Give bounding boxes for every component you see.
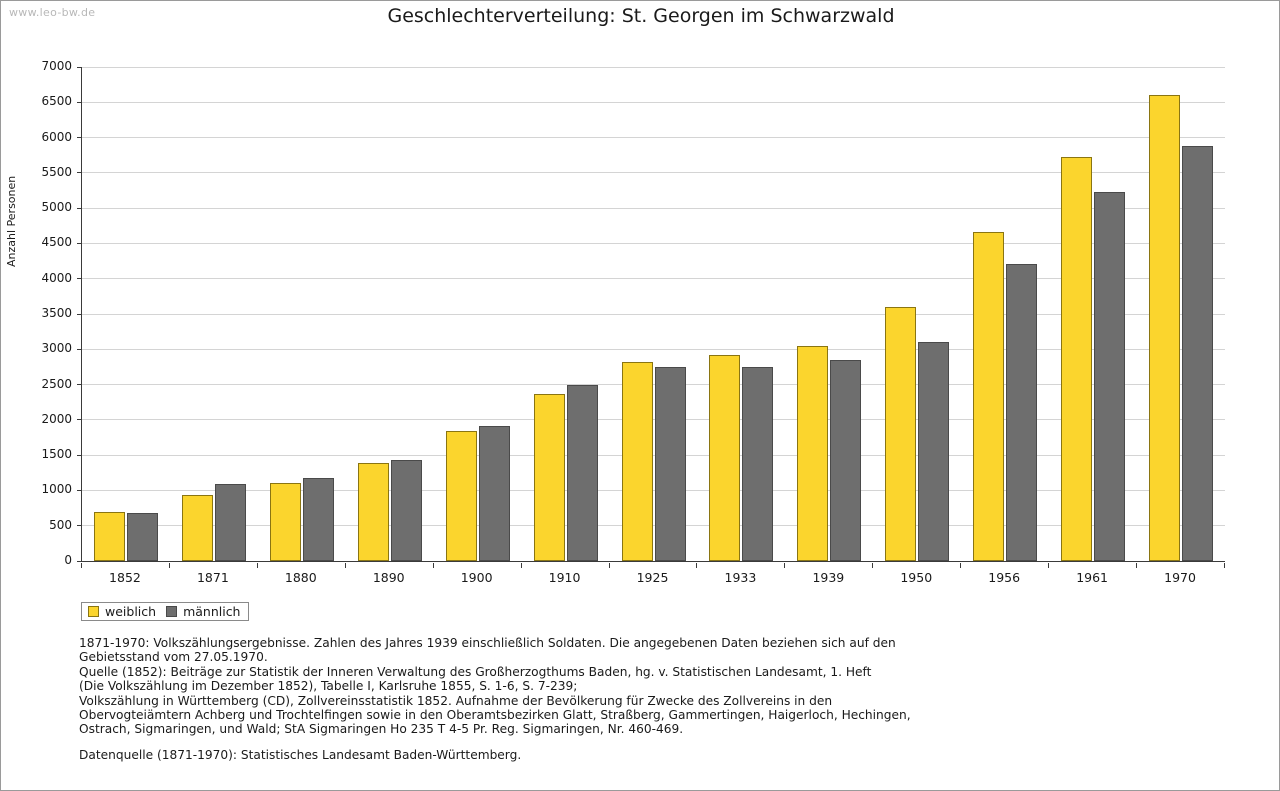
x-tick-mark — [433, 563, 434, 568]
y-tick-label: 4500 — [41, 235, 72, 250]
y-tick-mark — [77, 561, 82, 562]
legend-item-weiblich — [88, 604, 156, 619]
note-line: Volkszählung in Württemberg (CD), Zollvereinsstatistik 1852. Aufnahme der Bevölkerung für Zwecke des Zollvereins in den — [79, 693, 833, 708]
bar-maennlich — [303, 478, 334, 561]
gridline — [82, 314, 1225, 315]
x-tick-label: 1910 — [548, 570, 581, 585]
bar-weiblich — [1061, 157, 1092, 561]
y-tick-mark — [77, 384, 82, 385]
y-tick-label: 5000 — [41, 200, 72, 215]
note-line: Obervogteiämtern Achberg und Trochtelfingen sowie in den Oberamtsbezirken Glatt, Straßberg, Gammertingen, Haigerloch, Hechingen, — [79, 707, 911, 722]
y-tick-mark — [77, 349, 82, 350]
bar-weiblich — [270, 483, 301, 561]
y-tick-label: 5500 — [41, 164, 72, 179]
bar-maennlich — [830, 360, 861, 561]
x-tick-mark — [345, 563, 346, 568]
bar-maennlich — [918, 342, 949, 561]
x-tick-mark — [609, 563, 610, 568]
x-tick-label: 1890 — [372, 570, 405, 585]
y-tick-mark — [77, 419, 82, 420]
x-tick-label: 1871 — [196, 570, 229, 585]
x-tick-mark — [1048, 563, 1049, 568]
y-tick-mark — [77, 314, 82, 315]
x-tick-label: 1933 — [724, 570, 757, 585]
x-tick-mark — [960, 563, 961, 568]
y-tick-mark — [77, 525, 82, 526]
x-tick-mark — [521, 563, 522, 568]
x-tick-label: 1900 — [460, 570, 493, 585]
x-tick-label: 1950 — [900, 570, 933, 585]
note-line: 1871-1970: Volkszählungsergebnisse. Zahlen des Jahres 1939 einschließlich Soldaten. Die angegebenen Daten beziehen sich auf den — [79, 636, 896, 650]
bar-weiblich — [973, 232, 1004, 561]
x-tick-mark — [1136, 563, 1137, 568]
legend-swatch-maennlich — [166, 606, 177, 617]
bar-maennlich — [567, 385, 598, 561]
y-tick-mark — [77, 172, 82, 173]
legend-label-maennlich: männlich — [183, 604, 241, 619]
y-tick-label: 1000 — [41, 482, 72, 497]
y-tick-label: 6000 — [41, 129, 72, 144]
note-line: (Die Volkszählung im Dezember 1852), Tabelle I, Karlsruhe 1855, S. 1-6, S. 7-239; — [79, 679, 578, 694]
chart-notes — [79, 636, 1079, 762]
y-tick-label: 4000 — [41, 270, 72, 285]
bar-weiblich — [534, 394, 565, 561]
bar-maennlich — [1182, 146, 1213, 561]
bar-maennlich — [1006, 264, 1037, 561]
gridline — [82, 490, 1225, 491]
x-tick-label: 1852 — [109, 570, 141, 585]
y-tick-mark — [77, 102, 82, 103]
note-line: Gebietsstand vom 27.05.1970. — [79, 650, 268, 665]
bar-maennlich — [215, 484, 246, 561]
x-tick-label: 1961 — [1076, 570, 1109, 585]
gridline — [82, 137, 1225, 138]
x-tick-label: 1880 — [284, 570, 317, 585]
gridline — [82, 208, 1225, 209]
y-tick-label: 7000 — [41, 59, 72, 73]
x-tick-mark — [81, 563, 82, 568]
legend-label-weiblich: weiblich — [105, 604, 157, 619]
bar-weiblich — [622, 362, 653, 561]
bar-weiblich — [885, 307, 916, 561]
legend-swatch-weiblich — [88, 606, 99, 617]
gridline — [82, 455, 1225, 456]
gridline — [82, 172, 1225, 173]
x-tick-label: 1939 — [812, 570, 845, 585]
y-tick-label: 6500 — [41, 94, 72, 109]
y-tick-label: 3000 — [41, 341, 72, 356]
y-axis-label: Anzahl Personen — [5, 175, 18, 267]
gridline — [82, 525, 1225, 526]
gridline — [82, 384, 1225, 385]
gridline — [82, 243, 1225, 244]
x-tick-mark — [784, 563, 785, 568]
x-tick-label: 1970 — [1164, 570, 1196, 585]
y-tick-mark — [77, 208, 82, 209]
x-tick-mark — [257, 563, 258, 568]
bar-maennlich — [127, 513, 158, 561]
y-tick-label: 1500 — [41, 447, 72, 462]
bar-weiblich — [94, 512, 125, 561]
bar-maennlich — [391, 460, 422, 561]
plot-area — [41, 59, 1225, 567]
note-line: Ostrach, Sigmaringen, und Wald; StA Sigmaringen Ho 235 T 4-5 Pr. Reg. Sigmaringen, Nr. 460-469. — [79, 722, 684, 737]
bar-weiblich — [797, 346, 828, 561]
x-axis — [81, 563, 1225, 593]
y-tick-label: 2500 — [41, 376, 72, 391]
bar-weiblich — [182, 495, 213, 561]
x-tick-mark — [1224, 563, 1225, 568]
bar-weiblich — [358, 463, 389, 561]
bar-maennlich — [479, 426, 510, 561]
bar-maennlich — [655, 367, 686, 561]
y-tick-label: 2000 — [41, 411, 72, 426]
bar-weiblich — [709, 355, 740, 561]
gridline — [82, 419, 1225, 420]
bar-weiblich — [1149, 95, 1180, 561]
gridline — [82, 349, 1225, 350]
chart-legend — [81, 602, 249, 621]
note-line: Quelle (1852): Beiträge zur Statistik der Inneren Verwaltung des Großherzogthums Baden, hg. v. Statistischen Landesamt, 1. Heft — [79, 664, 872, 679]
bar-weiblich — [446, 431, 477, 561]
bar-maennlich — [1094, 192, 1125, 561]
legend-item-maennlich — [166, 604, 240, 619]
y-tick-mark — [77, 67, 82, 68]
y-tick-label: 3500 — [41, 306, 72, 320]
gridline — [82, 67, 1225, 68]
chart-title: Geschlechterverteilung: St. Georgen im Schwarzwald — [387, 5, 895, 27]
y-tick-mark — [77, 455, 82, 456]
x-tick-label: 1956 — [988, 570, 1021, 585]
y-tick-mark — [77, 490, 82, 491]
x-tick-mark — [696, 563, 697, 568]
gridline — [82, 278, 1225, 279]
y-tick-mark — [77, 137, 82, 138]
y-tick-mark — [77, 243, 82, 244]
source-note: Datenquelle (1871-1970): Statistisches Landesamt Baden-Württemberg. — [79, 747, 522, 762]
y-tick-mark — [77, 278, 82, 279]
x-tick-label: 1925 — [636, 570, 669, 585]
watermark: www.leo-bw.de — [9, 6, 96, 19]
x-tick-mark — [872, 563, 873, 568]
gridline — [82, 102, 1225, 103]
y-tick-label: 0 — [64, 553, 72, 567]
y-tick-label: 500 — [49, 517, 72, 532]
x-tick-mark — [169, 563, 170, 568]
bar-maennlich — [742, 367, 773, 561]
